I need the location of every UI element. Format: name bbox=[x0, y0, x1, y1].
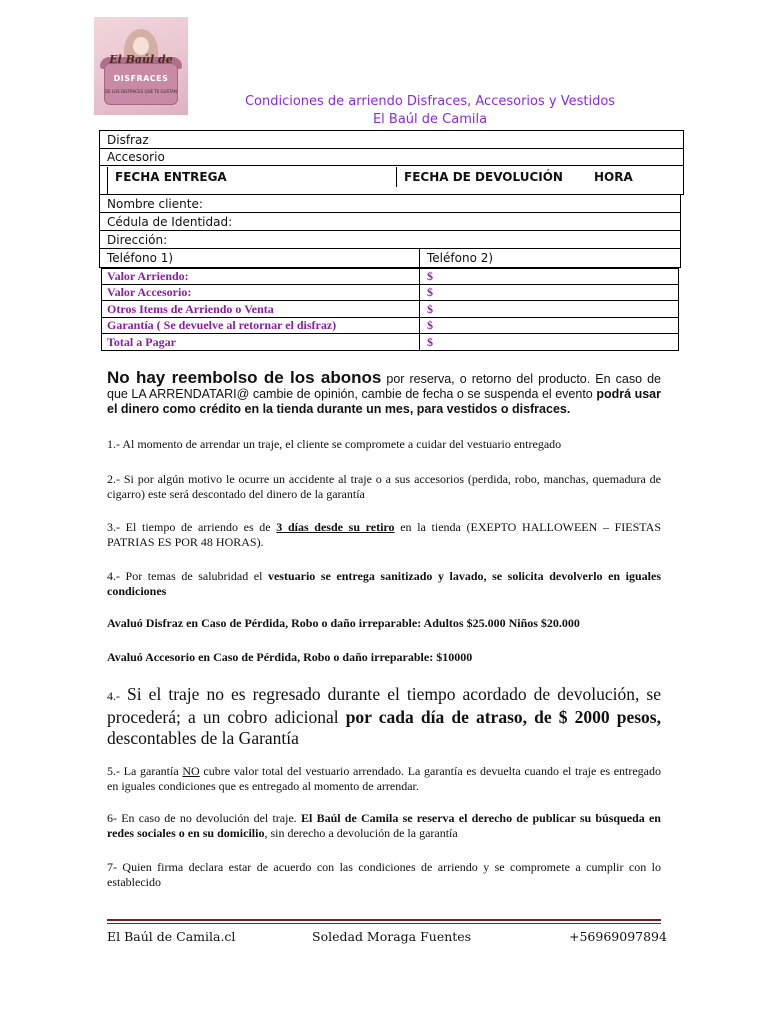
term-3-text-c: en la tienda (EXEPTO HALLOWEEN – FIESTAS PATRIAS ES POR 48 HORAS). bbox=[107, 520, 661, 549]
telefono1-label: Teléfono 1) bbox=[107, 251, 174, 265]
values-row-amount[interactable]: $ bbox=[427, 334, 433, 349]
term-3 bbox=[107, 520, 661, 550]
term-5 bbox=[107, 764, 661, 794]
telefono1-field[interactable] bbox=[100, 249, 420, 267]
fecha-entrega-field[interactable] bbox=[108, 167, 397, 187]
footer-site: El Baúl de Camila.cl bbox=[107, 929, 236, 944]
logo-text-line2: DISFRACES bbox=[113, 74, 169, 83]
footer-divider bbox=[107, 919, 661, 921]
item-table bbox=[99, 130, 684, 195]
nombre-cliente-label: Nombre cliente: bbox=[107, 196, 203, 211]
disfraz-label: Disfraz bbox=[107, 132, 149, 147]
logo-text-line1: El Baúl de bbox=[109, 53, 173, 66]
term-7: 7- Quien firma declara estar de acuerdo con las condiciones de arriendo y se compromete a cumplir con lo establecido bbox=[107, 860, 661, 889]
logo-trunk bbox=[104, 63, 178, 105]
values-row-label: Valor Accesorio: bbox=[102, 285, 420, 301]
term-4-text-b: vestuario se entrega sanitizado y lavado, se solicita devolverlo en iguales condiciones bbox=[107, 569, 661, 598]
values-row-amount[interactable]: $ bbox=[420, 269, 678, 285]
footer-name: Soledad Moraga Fuentes bbox=[312, 929, 472, 944]
term-1: 1.- Al momento de arrendar un traje, el cliente se compromete a cuidar del vestuario entregado bbox=[107, 437, 562, 451]
term-2: 2.- Si por algún motivo le ocurre un accidente al traje o a sus accesorios (perdida, robo, manchas, quemadura de cigarro) este será descontado del dinero de la garantía bbox=[107, 472, 661, 501]
term-late-return-text-a: Si el traje no es regresado durante el tiempo acordado de devolución, se procederá; a un cobro adicional bbox=[107, 684, 661, 727]
telefono2-field[interactable] bbox=[420, 249, 680, 267]
accesorio-label: Accesorio bbox=[107, 150, 165, 164]
valuation-disfraz: Avaluó Disfraz en Caso de Pérdida, Robo o daño irreparable: Adultos $25.000 Niños $20.000 bbox=[107, 616, 580, 630]
term-6-text-c: , sin derecho a devolución de la garantía bbox=[264, 826, 458, 840]
term-late-return-number: 4.- bbox=[107, 689, 120, 703]
values-row-amount[interactable]: $ bbox=[420, 285, 678, 301]
term-5-text-c: cubre valor total del vestuario arrendado. La garantía es devuelta cuando el traje es entregado en iguales condiciones que es entregado al momento de arrendar. bbox=[107, 764, 662, 793]
values-row-amount[interactable]: $ bbox=[420, 301, 678, 318]
fecha-devolucion-label: FECHA DE DEVOLUCIÓN bbox=[404, 170, 563, 184]
term-6 bbox=[107, 811, 661, 841]
cedula-field[interactable] bbox=[100, 213, 680, 231]
footer-phone: +56969097894 bbox=[569, 929, 667, 944]
fecha-devolucion-field[interactable] bbox=[397, 167, 587, 187]
no-refund-heading: No hay reembolso de los abonos bbox=[107, 368, 382, 387]
term-late-return-fee: por cada día de atraso, de $ 2000 pesos, bbox=[345, 707, 661, 727]
term-6-text-a: 6- En caso de no devolución del traje. bbox=[107, 811, 302, 825]
direccion-label: Dirección: bbox=[107, 232, 168, 247]
accesorio-field[interactable] bbox=[100, 149, 683, 166]
no-refund-paragraph bbox=[107, 370, 661, 417]
disfraz-field[interactable] bbox=[100, 131, 683, 149]
values-row-label: Otros Items de Arriendo o Venta bbox=[102, 301, 420, 318]
term-3-duration: 3 días desde su retiro bbox=[276, 520, 395, 534]
term-late-return-text-c: descontables de la Garantía bbox=[107, 728, 299, 748]
term-5-no: NO bbox=[182, 764, 200, 778]
values-row-label: Total a Pagar bbox=[102, 334, 420, 350]
cedula-label: Cédula de Identidad: bbox=[107, 214, 233, 229]
values-table bbox=[101, 268, 679, 351]
term-5-text-a: 5.- La garantía bbox=[107, 764, 183, 778]
footer-divider-thin bbox=[107, 923, 661, 924]
document-title: Condiciones de arriendo Disfraces, Accesorios y Vestidos bbox=[244, 94, 616, 109]
term-4 bbox=[107, 569, 661, 599]
nombre-cliente-field[interactable] bbox=[100, 195, 680, 213]
telefono2-label: Teléfono 2) bbox=[427, 251, 494, 265]
fechas-row bbox=[107, 167, 683, 194]
logo bbox=[94, 17, 188, 115]
term-3-text-a: 3.- El tiempo de arriendo es de bbox=[107, 520, 277, 534]
term-late-return bbox=[107, 684, 661, 749]
values-row-amount[interactable]: $ bbox=[420, 318, 678, 334]
client-table bbox=[99, 195, 681, 268]
no-refund-credit: podrá usar el dinero como crédito en la tienda durante un mes, para vestidos o disfraces. bbox=[107, 387, 661, 416]
valuation-accesorio: Avaluó Accesorio en Caso de Pérdida, Robo o daño irreparable: $10000 bbox=[107, 650, 473, 664]
values-row-label: Valor Arriendo: bbox=[102, 269, 420, 285]
hora-field[interactable] bbox=[587, 167, 684, 187]
fecha-entrega-label: FECHA ENTREGA bbox=[115, 170, 227, 184]
term-6-text-b: El Baúl de Camila se reserva el derecho de publicar su búsqueda en redes sociales o en su domicilio bbox=[107, 811, 661, 840]
term-4-text-a: 4.- Por temas de salubridad el bbox=[107, 569, 268, 583]
hora-label: HORA bbox=[594, 170, 633, 184]
direccion-field[interactable] bbox=[100, 231, 680, 249]
values-row-label: Garantía ( Se devuelve al retornar el disfraz) bbox=[102, 318, 420, 334]
no-refund-text: por reserva, o retorno del producto. En caso de que LA ARRENDATARI@ cambie de opinión, cambie de fecha o se suspenda el evento bbox=[107, 372, 661, 401]
logo-tagline: DE LOS DISFRACES QUE TE GUSTAN bbox=[105, 89, 177, 94]
document-subtitle: El Baúl de Camila bbox=[372, 112, 488, 127]
